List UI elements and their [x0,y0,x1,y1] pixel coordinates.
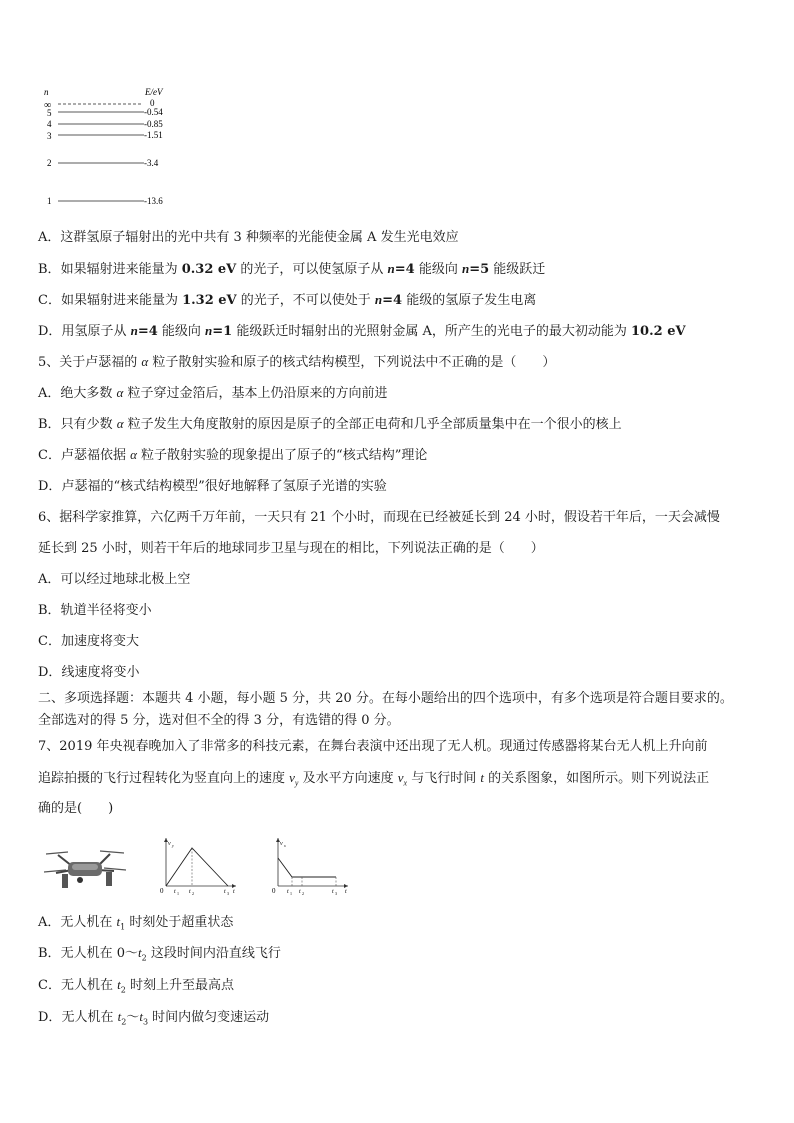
svg-text:2: 2 [192,891,194,896]
vx-t-graph [270,836,352,896]
svg-text:t: t [233,889,235,895]
q6-stem-line1: 6、据科学家推算，六亿两千万年前，一天只有 21 个小时，而现在已经被延长到 24 小时，假设若干年后，一天会减慢 [38,510,720,525]
q5-stem: 5、关于卢瑟福的 α 粒子散射实验和原子的核式结构模型，下列说法中不正确的是（ ） [38,354,556,370]
q7-option-c: C．无人机在 $t_2$ 时刻上升至最高点 [38,977,234,995]
q7-option-d: D．无人机在 $t_2\sim t_3$ 时间内做匀变速运动 [38,1009,270,1027]
svg-text:t: t [299,889,301,895]
svg-text:v: v [280,841,283,847]
level-e-2: -3.4 [144,158,159,168]
svg-text:t: t [174,889,176,895]
level-e-3: -1.51 [144,130,163,140]
q6-option-b: B．轨道半径将变小 [38,603,152,618]
drone-image [42,848,128,894]
level-e-1: -13.6 [144,196,163,206]
level-n-5: 5 [47,108,52,118]
svg-text:t: t [332,889,334,895]
svg-text:0: 0 [272,887,276,895]
q5-option-a: A．绝大多数 α 粒子穿过金箔后，基本上仍沿原来的方向前进 [38,385,388,401]
q7-stem-line1: 7、2019 年央视春晚加入了非常多的科技元素，在舞台表演中还出现了无人机。现通过传感器将某台无人机上升向前 [38,739,708,754]
q5-option-b: B．只有少数 α 粒子发生大角度散射的原因是原子的全部正电荷和几乎全部质量集中在一个很小的核上 [38,416,622,432]
svg-text:t: t [224,889,226,895]
svg-text:3: 3 [335,891,337,896]
q7-option-a: A．无人机在 $t_1$ 时刻处于超重状态 [38,914,234,932]
svg-text:t: t [287,889,289,895]
q5-option-c: C．卢瑟福依据 α 粒子散射实验的现象提出了原子的“核式结构”理论 [38,447,428,463]
energy-level-diagram [38,84,178,209]
svg-text:y: y [172,843,174,848]
svg-text:1: 1 [290,891,292,896]
section2-line1: 二、多项选择题：本题共 4 小题，每小题 5 分，共 20 分。在每小题给出的四个选项中，有多个选项是符合题目要求的。 [38,691,733,706]
q6-option-c: C．加速度将变大 [38,634,139,649]
vy-t-graph [158,836,240,896]
svg-text:3: 3 [227,891,229,896]
q7-stem-line2: 追踪拍摄的飞行过程转化为竖直向上的速度 $v_y$ 及水平方向速度 $v_x$ 与飞行时间 t 的关系图象，如图所示。则下列说法正 [38,770,710,788]
level-e-4: -0.85 [144,119,163,129]
q4-option-a: A．这群氢原子辐射出的光中共有 3 种频率的光能使金属 A 发生光电效应 [38,230,459,245]
level-n-2: 2 [47,158,52,168]
section2-line2: 全部选对的得 5 分，选对但不全的得 3 分，有选错的得 0 分。 [38,713,400,728]
level-e-5: -0.54 [144,107,163,117]
q4-option-c: C．如果辐射进来能量为 1.32 eV 的光子，不可以使处于 n=4 能级的氢原子发生电离 [38,292,537,308]
q4-option-b: B．如果辐射进来能量为 0.32 eV 的光子，可以使氢原子从 n=4 能级向 n=5 能级跃迁 [38,261,546,277]
q6-option-a: A．可以经过地球北极上空 [38,572,191,587]
level-n-3: 3 [47,131,52,141]
q4-option-d: D．用氢原子从 n=4 能级向 n=1 能级跃迁时辐射出的光照射金属 A，所产生的光电子的最大初动能为 10.2 eV [38,323,686,339]
svg-text:1: 1 [177,891,179,896]
level-n-inf: ∞ [44,100,52,111]
level-n-4: 4 [47,119,52,129]
q7-option-b: B．无人机在 $0\sim t_2$ 这段时间内沿直线飞行 [38,945,281,963]
q6-stem-line2: 延长到 25 小时，则若干年后的地球同步卫星与现在的相比，下列说法正确的是（ ） [38,541,544,556]
q5-option-d: D．卢瑟福的“核式结构模型”很好地解释了氢原子光谱的实验 [38,479,387,494]
level-n-1: 1 [47,196,52,206]
q7-stem-line3: 确的是( ) [38,801,114,816]
svg-text:t: t [345,889,347,895]
e-axis-label: E/eV [145,87,163,97]
q6-option-d: D．线速度将变小 [38,665,140,680]
svg-text:x: x [284,843,286,848]
svg-text:2: 2 [302,891,304,896]
svg-text:t: t [189,889,191,895]
svg-text:v: v [168,841,171,847]
level-e-inf: 0 [150,98,155,108]
n-axis-label: n [44,87,49,97]
svg-text:0: 0 [160,887,164,895]
